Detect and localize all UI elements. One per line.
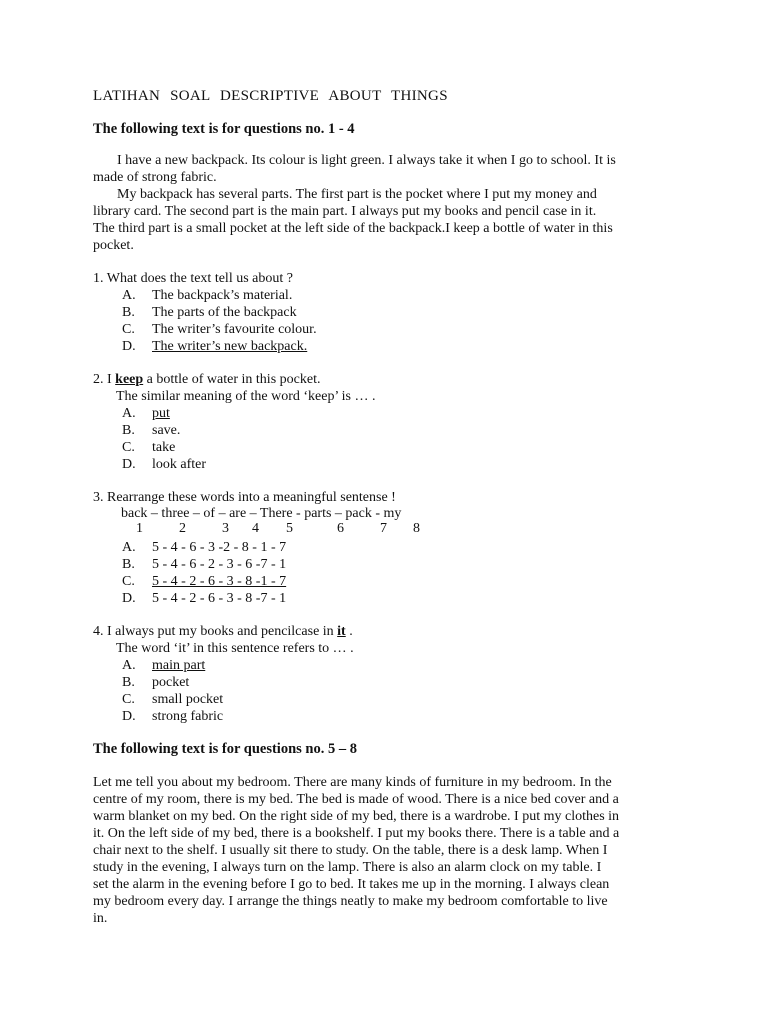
q3-option-b [122, 557, 286, 574]
q3-option-d [122, 591, 286, 608]
para-3-line-3: warm blanket on my bed. On the right side of my bed, there is a wardrobe. I put my clothes in [93, 809, 620, 824]
option-text: 5 - 4 - 2 - 6 - 3 - 8 -7 - 1 [152, 591, 287, 606]
option-text: save. [152, 423, 181, 438]
option-text-answer: The writer’s new backpack. [152, 339, 308, 354]
para-2-line-2: library card. The second part is the main part. I always put my books and pencil case in it. [93, 204, 597, 219]
option-letter: D. [122, 457, 136, 472]
q4-pre: 4. I always put my books and pencilcase in [93, 624, 338, 639]
option-text: 5 - 4 - 6 - 3 -2 - 8 - 1 - 7 [152, 540, 287, 555]
word-number-7: 7 [380, 521, 387, 536]
q3-option-c [122, 574, 286, 591]
option-text: The parts of the backpack [152, 305, 297, 320]
option-letter: B. [122, 557, 135, 572]
section-2-heading: The following text is for questions no. 5 – 8 [93, 741, 357, 757]
para-3-line-6: study in the evening, I always turn on the lamp. There is also an alarm clock on my table. I [93, 860, 602, 875]
option-letter: A. [122, 658, 136, 673]
option-letter: A. [122, 406, 136, 421]
q4-option-d [122, 709, 223, 726]
q1-option-b [122, 305, 297, 322]
question-3: 3. Rearrange these words into a meaningful sentense ! [93, 490, 396, 505]
q3-option-a [122, 540, 286, 557]
q2-option-b [122, 423, 180, 440]
option-letter: C. [122, 440, 135, 455]
option-text: strong fabric [152, 709, 224, 724]
option-letter: C. [122, 692, 135, 707]
word-number-4: 4 [252, 521, 259, 536]
option-text: small pocket [152, 692, 224, 707]
section-1-heading: The following text is for questions no. 1 - 4 [93, 121, 355, 137]
option-letter: D. [122, 591, 136, 606]
q2-option-c [122, 440, 175, 457]
word-number-6: 6 [337, 521, 344, 536]
para-3-line-9: in. [93, 911, 108, 926]
para-3-line-2: centre of my room, there is my bed. The bed is made of wood. There is a nice bed cover and a [93, 792, 619, 807]
q4-option-b [122, 675, 189, 692]
option-letter: A. [122, 540, 136, 555]
para-3-line-7: set the alarm in the evening before I go to bed. It takes me up in the morning. I always clean [93, 877, 610, 892]
para-1-line-1: I have a new backpack. Its colour is light green. I always take it when I go to school. It is [117, 153, 616, 168]
option-letter: C. [122, 574, 135, 589]
q2-keyword: keep [115, 372, 144, 387]
option-letter: D. [122, 709, 136, 724]
q4-keyword: it [337, 624, 346, 639]
option-text-answer: put [152, 406, 170, 421]
q1-option-c [122, 322, 317, 339]
para-3-line-8: my bedroom every day. I arrange the things neatly to make my bedroom comfortable to live [93, 894, 608, 909]
option-letter: B. [122, 675, 135, 690]
option-letter: A. [122, 288, 136, 303]
option-text-answer: 5 - 4 - 2 - 6 - 3 - 8 -1 - 7 [152, 574, 287, 589]
option-text-answer: main part [152, 658, 206, 673]
q2-option-a [122, 406, 170, 423]
word-number-3: 3 [222, 521, 229, 536]
option-letter: C. [122, 322, 135, 337]
question-3-words: back – three – of – are – There - parts – pack - my [121, 506, 402, 521]
option-text: look after [152, 457, 207, 472]
word-number-8: 8 [413, 521, 420, 536]
para-3-line-1: Let me tell you about my bedroom. There are many kinds of furniture in my bedroom. In the [93, 775, 612, 790]
para-2-line-4: pocket. [93, 238, 134, 253]
q1-option-a [122, 288, 292, 305]
q2-post: a bottle of water in this pocket. [143, 372, 321, 387]
option-text: The writer’s favourite colour. [152, 322, 317, 337]
para-2-line-3: The third part is a small pocket at the left side of the backpack.I keep a bottle of water in this [93, 221, 613, 236]
q2-pre: 2. I [93, 372, 116, 387]
question-2-line-2: The similar meaning of the word ‘keep’ is … . [116, 389, 376, 404]
q4-post: . [345, 624, 353, 639]
q4-option-c [122, 692, 223, 709]
word-number-1: 1 [136, 521, 143, 536]
option-text: pocket [152, 675, 190, 690]
para-3-line-5: chair next to the shelf. I usually sit there to study. On the table, there is a desk lamp. When I [93, 843, 608, 858]
word-number-2: 2 [179, 521, 186, 536]
q1-option-d [122, 339, 307, 356]
option-text: The backpack’s material. [152, 288, 293, 303]
option-text: take [152, 440, 176, 455]
q2-option-d [122, 457, 206, 474]
question-2 [93, 372, 320, 389]
option-letter: B. [122, 305, 135, 320]
para-1-line-2: made of strong fabric. [93, 170, 217, 185]
option-text: 5 - 4 - 6 - 2 - 3 - 6 -7 - 1 [152, 557, 287, 572]
q4-option-a [122, 658, 205, 675]
para-3-line-4: it. On the left side of my bed, there is a bookshelf. I put my books there. There is a table and a [93, 826, 620, 841]
option-letter: B. [122, 423, 135, 438]
question-4-line-2: The word ‘it’ in this sentence refers to … . [116, 641, 354, 656]
page-title: LATIHAN SOAL DESCRIPTIVE ABOUT THINGS [93, 88, 448, 104]
word-number-5: 5 [286, 521, 293, 536]
option-letter: D. [122, 339, 136, 354]
question-1: 1. What does the text tell us about ? [93, 271, 293, 286]
para-2-line-1: My backpack has several parts. The first part is the pocket where I put my money and [117, 187, 597, 202]
question-4 [93, 624, 353, 641]
